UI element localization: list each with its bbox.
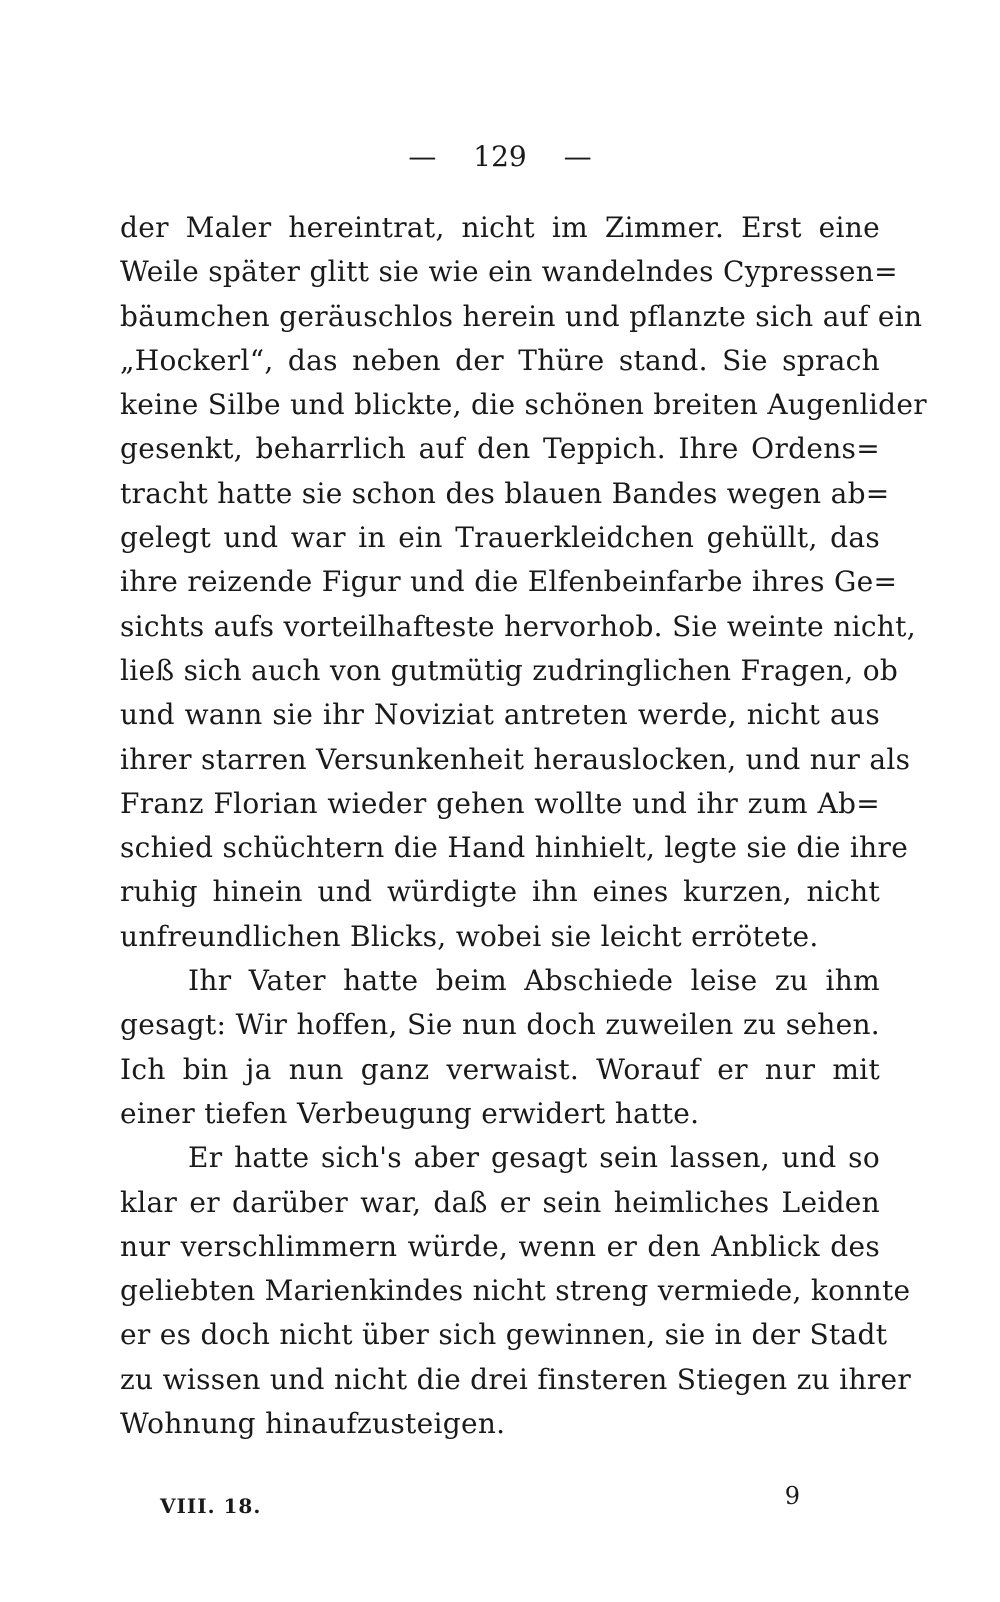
text-line: keine Silbe und blickte, die schönen breiten Augenlider xyxy=(120,388,927,422)
page-number-header xyxy=(0,140,1000,173)
text-line: ihre reizende Figur und die Elfenbeinfarbe ihres Ge= xyxy=(120,565,898,599)
text-line: und wann sie ihr Noviziat antreten werde, nicht aus xyxy=(120,698,880,732)
body-text xyxy=(120,206,927,1446)
text-line: zu wissen und nicht die drei finsteren Stiegen zu ihrer xyxy=(120,1362,912,1396)
page-number: 129 xyxy=(473,140,527,173)
text-line: gesagt: Wir hoffen, Sie nun doch zuweilen zu sehen. xyxy=(120,1008,880,1042)
dash-left: — xyxy=(408,140,437,173)
dash-right: — xyxy=(563,140,592,173)
text-line: Weile später glitt sie wie ein wandelndes Cypressen= xyxy=(120,255,898,289)
text-line: unfreundlichen Blicks, wobei sie leicht errötete. xyxy=(120,919,819,953)
text-line: der Maler hereintrat, nicht im Zimmer. Erst eine xyxy=(120,211,880,244)
text-line: ihrer starren Versunkenheit herauslocken, und nur als xyxy=(120,742,911,776)
text-line: Ich bin ja nun ganz verwaist. Worauf er nur mit xyxy=(120,1052,880,1086)
text-line: bäumchen geräuschlos herein und pflanzte sich auf ein xyxy=(120,299,923,333)
text-line: „Hockerl“, das neben der Thüre stand. Sie sprach xyxy=(120,343,880,377)
text-line: Wohnung hinaufzusteigen. xyxy=(120,1407,506,1441)
text-line: Franz Florian wieder gehen wollte und ihr zum Ab= xyxy=(120,786,880,820)
sheet-number: 9 xyxy=(784,1482,800,1510)
text-line: ließ sich auch von gutmütig zudringlichen Fragen, ob xyxy=(120,653,899,687)
text-line: Er hatte sich's aber gesagt sein lassen, und so xyxy=(188,1141,880,1175)
text-line: gesenkt, beharrlich auf den Teppich. Ihre Ordens= xyxy=(120,432,880,466)
text-line: nur verschlimmern würde, wenn er den Anblick des xyxy=(120,1229,880,1263)
text-line: Ihr Vater hatte beim Abschiede leise zu ihm xyxy=(188,964,880,998)
text-line: klar er darüber war, daß er sein heimliches Leiden xyxy=(120,1185,880,1219)
text-line: einer tiefen Verbeugung erwidert hatte. xyxy=(120,1096,700,1130)
text-line: tracht hatte sie schon des blauen Bandes wegen ab= xyxy=(120,476,890,510)
text-line: er es doch nicht über sich gewinnen, sie in der Stadt xyxy=(120,1318,888,1352)
printer-signature: VIII. 18. xyxy=(160,1494,262,1518)
text-line: geliebten Marienkindes nicht streng vermiede, konnte xyxy=(120,1274,911,1308)
text-line: sichts aufs vorteilhafteste hervorhob. Sie weinte nicht, xyxy=(120,609,916,643)
text-line: gelegt und war in ein Trauerkleidchen gehüllt, das xyxy=(120,521,880,555)
text-line: schied schüchtern die Hand hinhielt, legte sie die ihre xyxy=(120,831,909,865)
text-line: ruhig hinein und würdigte ihn eines kurzen, nicht xyxy=(120,875,880,909)
